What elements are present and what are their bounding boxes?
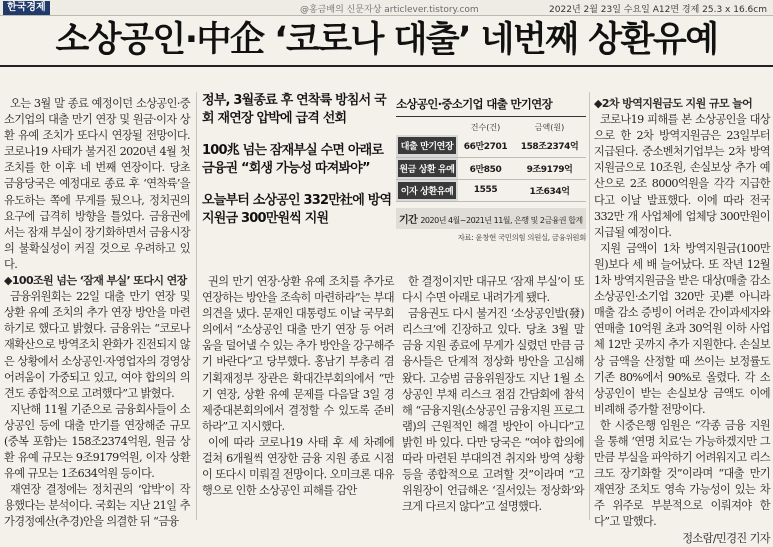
byline: 정소람/민경진 기자 bbox=[682, 531, 770, 545]
row-label: 대출 만기연장 bbox=[398, 137, 456, 154]
table-row bbox=[396, 179, 586, 201]
row-label: 원금 상환 유예 bbox=[398, 160, 456, 177]
period-label: 기간 bbox=[399, 214, 418, 226]
newspaper-logo: 한국경제 bbox=[3, 1, 50, 15]
column-divider bbox=[196, 92, 197, 520]
cell-amount: 1조634억 bbox=[513, 179, 586, 201]
article-column-3 bbox=[402, 274, 584, 520]
section-heading: ◆100조원 넘는 ‘잠재 부실’ 또다시 연장 bbox=[4, 274, 187, 288]
paragraph: 오는 3월 말 종료 예정이던 소상공인·중소기업의 대출 만기 연장 및 원금·이자 상환 유예 조치가 또다시 연장될 전망이다. 코로나19 사태가 불거진 2020년 4월 첫 조치를 한 이후 네 번째 연장이다. 당초 금융당국은 예정대로 종료 후 ‘연착륙’을 유도하는 쪽에 무게를 뒀으나, 정치권의 요구에 급격히 방향을 틀었다. 금융권에서는 잠재 부실이 장기화하면서 금융시장의 불확실성이 커질 것으로 우려하고 있다. bbox=[4, 97, 190, 271]
paragraph: 금융위원회는 22일 대출 만기 연장 및 상환 유예 조치의 추가 연장 방안을 마련하기로 했다고 밝혔다. 금융위는 “코로나 재확산으로 방역조치 완화가 진전되지 않은 상황에서 소상공인·자영업자의 경영상 어려움이 가중되고 있고, 여야 합의의 의견도 종합적으로 고려했다”고 밝혔다. bbox=[4, 290, 190, 400]
data-table bbox=[396, 120, 586, 202]
column-header-amount: 금액(원) bbox=[534, 123, 565, 132]
period-text: 2020년 4월~2021년 11월, 은행 및 2금융권 합계 bbox=[420, 215, 583, 225]
article-column-1 bbox=[4, 96, 190, 529]
cell-count: 6만850 bbox=[458, 157, 513, 179]
subheadline: 오늘부터 소상공인 332만社에 방역지원금 300만원씩 지원 bbox=[202, 193, 392, 226]
cell-count: 66만2701 bbox=[458, 135, 513, 157]
headline-rule bbox=[0, 65, 773, 67]
paragraph: 권의 만기 연장·상환 유예 조치를 추가로 연장하는 방안을 조속히 마련하라”는 부대의견을 냈다. 문재인 대통령도 이날 국무회의에서 “소상공인 대출 만기 연장 등 어려움을 덜어낼 수 있는 추가 방안을 강구해주기 바란다”고 당부했다. 홍남기 부총리 겸 기획재정부 장관은 확대간부회의에서 “만기 연장, 상환 유예 문제를 다음달 3일 경제중대본회의에서 결정할 수 있도록 준비하라”고 지시했다. bbox=[202, 275, 394, 433]
subheadline: 100兆 넘는 잠재부실 수면 아래로 금융권 “회생 가능성 따져봐야” bbox=[202, 143, 384, 176]
table-header-row bbox=[396, 120, 586, 135]
table-row bbox=[396, 135, 586, 157]
loan-extension-table bbox=[396, 96, 586, 243]
paragraph: 한 결정이지만 대규모 ‘잠재 부실’이 또다시 수면 아래로 내려가게 됐다. bbox=[402, 275, 584, 305]
section-heading: ◆2차 방역지원금도 지원 규모 늘어 bbox=[594, 97, 753, 110]
paragraph: 금융권도 다시 불거진 ‘소상공인발(發) 리스크’에 긴장하고 있다. 당초 3월 말 금융 지원 종료에 무게가 실렸던 만큼 금융사들은 단계적 정상화 방안을 고심해 왔다. 고승범 금융위원장도 지난 1월 소상공인 부채 리스크 점검 간담회에 참석해 “금융지원(소상공인 금융지원 프로그램)의 근원적인 해결 방안이 아니다”고 밝힌 바 있다. 다만 당국은 “여야 합의에 따라 마련된 부대의견 취지와 방역 상황 등을 종합적으로 고려할 것”이라며 “고 위원장이 언급해온 ‘질서있는 정상화’와 크게 다르지 않다”고 설명했다. bbox=[402, 307, 584, 514]
dateline: 2022년 2월 23일 수요일 A12면 경제 25.3 x 16.6cm bbox=[549, 5, 767, 15]
cell-count: 1555 bbox=[458, 179, 513, 201]
paragraph: 이에 따라 코로나19 사태 후 세 차례에 걸쳐 6개월씩 연장한 금융 지원 종료 시점이 또다시 미뤄질 전망이다. 오미크론 대유행으로 인한 소상공인 피해를 감안 bbox=[202, 435, 394, 498]
subheadlines bbox=[202, 92, 392, 242]
column-header-count: 건수(건) bbox=[470, 123, 501, 132]
table-source: 자료: 윤창현 국민의힘 의원실, 금융위원회 bbox=[457, 232, 586, 242]
period-note bbox=[396, 208, 586, 229]
article-column-4 bbox=[594, 96, 770, 545]
cell-amount: 158조2374억 bbox=[513, 135, 586, 157]
column-divider bbox=[589, 92, 590, 520]
headline: 소상공인·中企 ‘코로나 대출’ 네번째 상환유예 bbox=[55, 20, 718, 60]
row-label: 이자 상환유예 bbox=[398, 182, 456, 199]
watermark-text: @홍금배의 신문자상 articlever.tistory.com bbox=[300, 5, 479, 15]
paragraph: 재연장 결정에는 정치권의 ‘압박’이 작용했다는 분석이다. 국회는 지난 21일 추가경정예산(추경)안을 의결한 뒤 “금융 bbox=[4, 483, 190, 529]
cell-amount: 9조9179억 bbox=[513, 157, 586, 179]
paragraph: 지원 금액이 1차 방역지원금(100만원)보다 세 배 늘어났다. 또 작년 12월 1차 방역지원금을 받은 대상(매출 감소 소상공인·소기업 320만 곳)뿐 아니라 매출 감소 증빙이 어려운 간이과세자와 연매출 10억원 초과 30억원 이하 사업체 12만 곳까지 추가 지원한다. 손실보상 금액을 산정할 때 쓰이는 보정률도 기존 80%에서 90%로 올렸다. 각 소상공인이 받는 손실보상 금액도 이에 비례해 증가할 전망이다. bbox=[594, 241, 770, 416]
table-title: 소상공인·중소기업 대출 만기연장 bbox=[396, 96, 586, 117]
table-row bbox=[396, 157, 586, 179]
paragraph: 지난해 11월 기준으로 금융회사들이 소상공인 등에 대출 만기를 연장해준 규모(중복 포함)는 158조2374억원, 원금 상환 유예 규모는 9조9179억원, 이자 상환 유예 규모는 1조634억원 등이다. bbox=[4, 402, 190, 481]
paragraph: 한 시중은행 임원은 “각종 금융 지원을 통해 ‘연명 치료’는 가능하겠지만 그 만큼 부실을 파악하기 어려워지고 리스크도 장기화할 것”이라며 “대출 만기 재연장 조치도 영속 가능성이 있는 차주 위주로 부분적으로 이뤄져야 한다”고 말했다. bbox=[594, 418, 770, 529]
masthead-bar bbox=[0, 0, 773, 16]
subheadline: 정부, 3월종료 후 연착륙 방침서 국회 재연장 압박에 급격 선회 bbox=[202, 93, 386, 126]
article-column-2 bbox=[202, 274, 394, 520]
paragraph: 코로나19 피해를 본 소상공인을 대상으로 한 2차 방역지원금은 23일부터 지급된다. 중소벤처기업부는 2차 방역지원금으로 10조원, 손실보상 추가 예산으로 2조 8000억원을 각각 지급한다고 이날 발표했다. 이에 따라 전국 332만 개 사업체에 업체당 300만원이 지급될 예정이다. bbox=[594, 113, 770, 239]
